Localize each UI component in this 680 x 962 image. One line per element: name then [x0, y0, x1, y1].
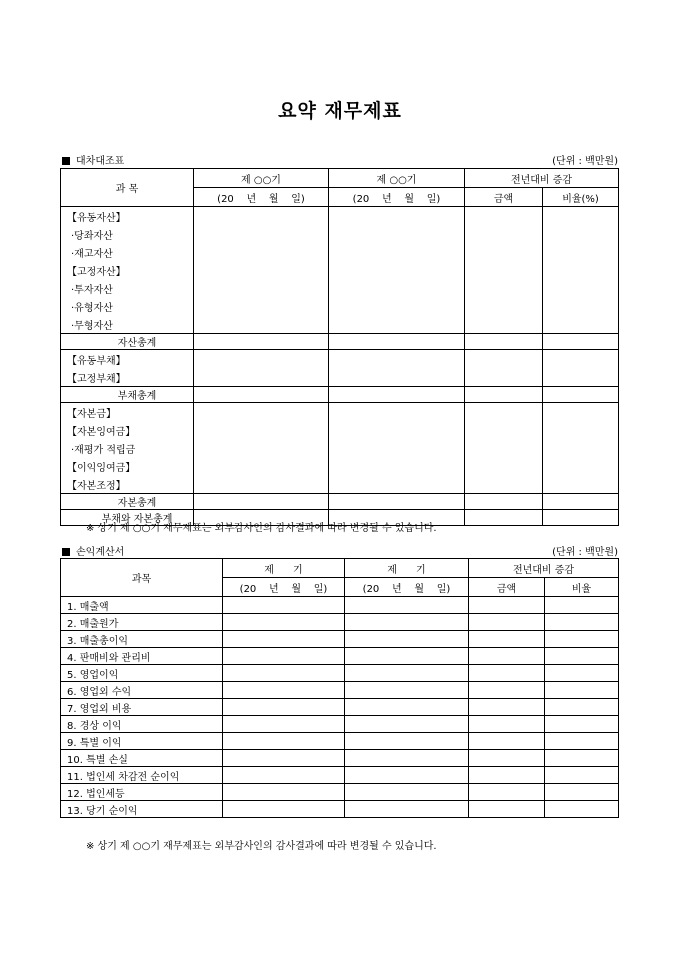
bs-cell[interactable]	[194, 350, 329, 387]
bs-cell[interactable]	[329, 387, 465, 403]
is-header-period2: 제 기	[345, 559, 469, 578]
is-cell[interactable]	[545, 733, 619, 750]
is-item: 9. 특별 이익	[61, 733, 223, 750]
is-cell[interactable]	[469, 699, 545, 716]
is-header-period1: 제 기	[223, 559, 345, 578]
is-cell[interactable]	[345, 784, 469, 801]
bs-cell[interactable]	[329, 494, 465, 510]
bs-cell[interactable]	[543, 403, 619, 494]
is-cell[interactable]	[223, 801, 345, 818]
bs-item: ·재고자산	[61, 243, 194, 261]
bs-cell[interactable]	[543, 387, 619, 403]
table-row	[61, 784, 619, 801]
is-item: 4. 판매비와 관리비	[61, 648, 223, 665]
bs-cell[interactable]	[194, 403, 329, 494]
is-item: 13. 당기 순이익	[61, 801, 223, 818]
table-row	[61, 750, 619, 767]
is-cell[interactable]	[223, 750, 345, 767]
table-row	[61, 699, 619, 716]
is-cell[interactable]	[545, 597, 619, 614]
table-row	[61, 767, 619, 784]
bs-item: 【자본잉여금】	[61, 421, 194, 439]
balance-sheet-unit: (단위 : 백만원)	[552, 156, 618, 167]
bs-item: 【고정부채】	[61, 368, 194, 387]
bs-total-equity: 자본총계	[61, 494, 194, 510]
bs-item: 【이익잉여금】	[61, 457, 194, 475]
bs-cell[interactable]	[543, 350, 619, 387]
is-cell[interactable]	[345, 767, 469, 784]
is-cell[interactable]	[345, 648, 469, 665]
income-statement-label	[62, 543, 124, 558]
is-header-change: 전년대비 증감	[469, 559, 619, 578]
is-cell[interactable]	[545, 614, 619, 631]
income-statement-unit: (단위 : 백만원)	[552, 547, 618, 558]
bs-cell[interactable]	[329, 403, 465, 494]
table-row	[61, 648, 619, 665]
bs-cell[interactable]	[465, 387, 543, 403]
bs-cell[interactable]	[465, 207, 543, 334]
is-cell[interactable]	[345, 733, 469, 750]
bs-header-period1: 제 ○○기	[194, 169, 329, 188]
bs-item: ·재평가 적립금	[61, 439, 194, 457]
bs-header-date2: (20 년 월 일)	[329, 188, 465, 207]
is-header-amount: 금액	[469, 578, 545, 597]
is-item: 12. 법인세등	[61, 784, 223, 801]
bs-cell[interactable]	[465, 494, 543, 510]
is-item: 1. 매출액	[61, 597, 223, 614]
is-cell[interactable]	[223, 784, 345, 801]
bs-cell[interactable]	[194, 334, 329, 350]
table-row	[61, 733, 619, 750]
bs-cell[interactable]	[543, 494, 619, 510]
income-statement-label-text: 손익계산서	[76, 547, 125, 558]
is-cell[interactable]	[469, 733, 545, 750]
is-cell[interactable]	[345, 801, 469, 818]
bs-cell[interactable]	[329, 207, 465, 334]
bs-cell[interactable]	[465, 334, 543, 350]
is-item: 5. 영업이익	[61, 665, 223, 682]
is-cell[interactable]	[545, 801, 619, 818]
bs-cell[interactable]	[465, 510, 543, 526]
is-cell[interactable]	[345, 631, 469, 648]
is-header-date2: (20 년 월 일)	[345, 578, 469, 597]
bs-total-assets: 자산총계	[61, 334, 194, 350]
is-cell[interactable]	[469, 614, 545, 631]
bs-item: 【자본금】	[61, 403, 194, 422]
is-cell[interactable]	[469, 784, 545, 801]
is-cell[interactable]	[345, 716, 469, 733]
square-bullet-icon	[62, 548, 70, 556]
is-cell[interactable]	[469, 767, 545, 784]
table-row	[61, 631, 619, 648]
bs-item: ·무형자산	[61, 315, 194, 334]
is-cell[interactable]	[223, 682, 345, 699]
table-row	[61, 597, 619, 614]
is-item: 2. 매출원가	[61, 614, 223, 631]
is-cell[interactable]	[469, 801, 545, 818]
balance-sheet-heading	[62, 152, 618, 166]
bs-item: ·투자자산	[61, 279, 194, 297]
is-cell[interactable]	[345, 665, 469, 682]
bs-item: 【유동부채】	[61, 350, 194, 369]
is-cell[interactable]	[345, 699, 469, 716]
bs-cell[interactable]	[329, 350, 465, 387]
is-item: 11. 법인세 차감전 순이익	[61, 767, 223, 784]
is-header-ratio: 비율	[545, 578, 619, 597]
bs-item: ·당좌자산	[61, 225, 194, 243]
is-cell[interactable]	[345, 614, 469, 631]
bs-header-ratio: 비율(%)	[543, 188, 619, 207]
bs-cell[interactable]	[543, 334, 619, 350]
is-cell[interactable]	[545, 648, 619, 665]
balance-sheet-label-text: 대차대조표	[76, 156, 125, 167]
is-header-date1: (20 년 월 일)	[223, 578, 345, 597]
is-cell[interactable]	[469, 597, 545, 614]
is-cell[interactable]	[469, 682, 545, 699]
is-header-item: 과목	[61, 559, 223, 597]
is-cell[interactable]	[545, 631, 619, 648]
is-cell[interactable]	[469, 665, 545, 682]
bs-cell[interactable]	[194, 494, 329, 510]
table-row	[61, 801, 619, 818]
bs-item: 【유동자산】	[61, 207, 194, 226]
is-cell[interactable]	[345, 597, 469, 614]
income-statement-note: ※ 상기 제 ○○기 재무제표는 외부감사인의 감사결과에 따라 변경될 수 있습니다.	[86, 841, 437, 852]
bs-cell[interactable]	[194, 387, 329, 403]
page-title: 요약 재무제표	[278, 100, 402, 122]
is-item: 10. 특별 손실	[61, 750, 223, 767]
is-cell[interactable]	[545, 699, 619, 716]
income-statement-heading	[62, 543, 618, 557]
is-item: 3. 매출총이익	[61, 631, 223, 648]
is-cell[interactable]	[545, 784, 619, 801]
is-cell[interactable]	[469, 648, 545, 665]
table-row	[61, 716, 619, 733]
is-cell[interactable]	[345, 750, 469, 767]
bs-item: 【자본조정】	[61, 475, 194, 494]
is-cell[interactable]	[223, 767, 345, 784]
bs-cell[interactable]	[543, 207, 619, 334]
bs-header-item: 과 목	[61, 169, 194, 207]
bs-item: 【고정자산】	[61, 261, 194, 279]
is-cell[interactable]	[345, 682, 469, 699]
is-cell[interactable]	[545, 767, 619, 784]
is-cell[interactable]	[223, 733, 345, 750]
is-cell[interactable]	[469, 631, 545, 648]
is-cell[interactable]	[223, 665, 345, 682]
is-cell[interactable]	[469, 750, 545, 767]
is-cell[interactable]	[545, 682, 619, 699]
is-cell[interactable]	[223, 716, 345, 733]
table-row	[61, 682, 619, 699]
square-bullet-icon	[62, 157, 70, 165]
is-item: 6. 영업외 수익	[61, 682, 223, 699]
is-cell[interactable]	[469, 716, 545, 733]
is-cell[interactable]	[223, 699, 345, 716]
balance-sheet-table	[60, 168, 619, 526]
is-cell[interactable]	[223, 648, 345, 665]
is-cell[interactable]	[545, 716, 619, 733]
bs-cell[interactable]	[329, 334, 465, 350]
table-row	[61, 665, 619, 682]
is-cell[interactable]	[545, 665, 619, 682]
balance-sheet-note: ※ 상기 제 ○○기 재무제표는 외부감사인의 감사결과에 따라 변경될 수 있습니다.	[86, 523, 437, 534]
is-item: 7. 영업외 비용	[61, 699, 223, 716]
bs-cell[interactable]	[465, 350, 543, 387]
table-row	[61, 614, 619, 631]
is-cell[interactable]	[223, 631, 345, 648]
is-item: 8. 경상 이익	[61, 716, 223, 733]
bs-cell[interactable]	[194, 207, 329, 334]
is-cell[interactable]	[545, 750, 619, 767]
is-cell[interactable]	[223, 597, 345, 614]
bs-header-period2: 제 ○○기	[329, 169, 465, 188]
bs-header-amount: 금액	[465, 188, 543, 207]
bs-cell[interactable]	[543, 510, 619, 526]
bs-total-liabilities-equity: 부채와 자본총계	[61, 510, 194, 526]
bs-total-liabilities: 부채총계	[61, 387, 194, 403]
is-cell[interactable]	[223, 614, 345, 631]
bs-header-change: 전년대비 증감	[465, 169, 619, 188]
bs-header-date1: (20 년 월 일)	[194, 188, 329, 207]
bs-item: ·유형자산	[61, 297, 194, 315]
bs-cell[interactable]	[465, 403, 543, 494]
balance-sheet-label	[62, 152, 124, 167]
income-statement-table	[60, 558, 619, 818]
